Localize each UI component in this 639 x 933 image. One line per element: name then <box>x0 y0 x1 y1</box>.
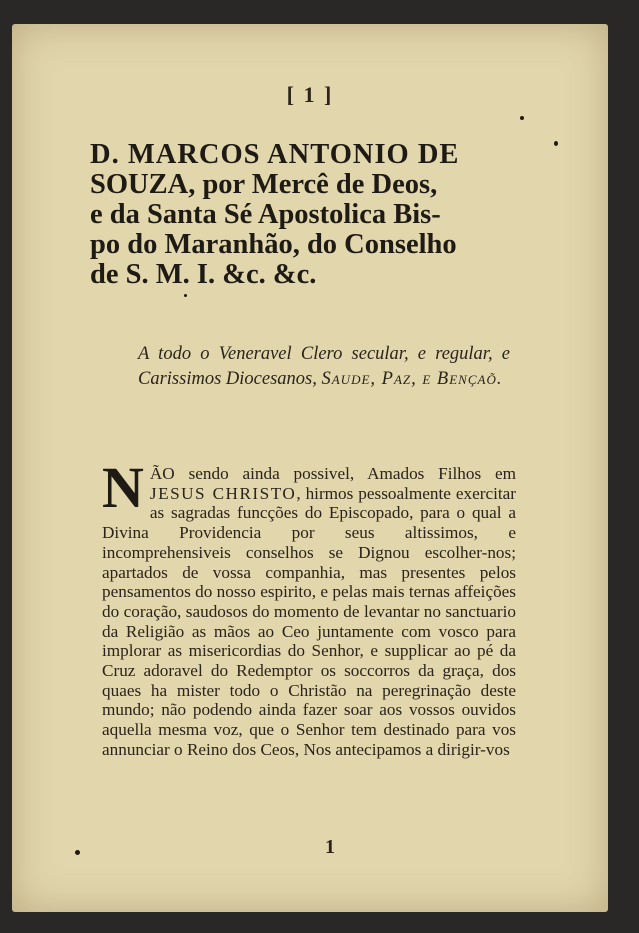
salutation-greeting: Saude, Paz, e Bençaõ. <box>321 369 503 389</box>
title-line: D. MARCOS ANTONIO DE <box>90 139 460 170</box>
ink-spot <box>75 850 80 855</box>
body-paragraph <box>102 455 517 760</box>
page-title <box>90 140 510 290</box>
salutation-text: A todo o Veneravel Clero secular, e regular, e Carissimos Diocesanos, <box>138 344 510 389</box>
ink-spot <box>184 294 187 297</box>
body-text-a: sendo ainda possivel, Amados Filhos em <box>188 464 517 483</box>
title-line: de S. M. I. &c. &c. <box>90 259 317 290</box>
ink-spot <box>520 116 524 120</box>
title-line: e da Santa Sé Apostolica Bis- <box>90 199 441 230</box>
page-number: [ 1 ] <box>286 82 334 107</box>
document-page <box>12 24 608 912</box>
body-text-b: , hirmos pessoalmente exercitar as sagradas funcções do Episcopado, para o qual a Divina Providencia por seus altissimos, e incomprehensiveis conselhos se Dignou escolher-nos; apartados de vossa companhia, mas presentes pelos pensamentos do nosso espirito, e pelas mais ternas affeições do coração, saudosos do momento de levantar no sanctuario da Religião as mãos ao Ceo juntamente com vosco para implorar as misericordias do Senhor, e supplicar ao pé da Cruz adoravel do Redemptor os soccorros da graça, dos quaes ha mister todo o Christão na peregrinação deste mundo; não podendo ainda fazer soar aos vossos ouvidos aquella mesma voz, que o Senhor tem destinado para vos annunciar o Reino dos Ceos, Nos antecipamos a dirigir-vos <box>102 483 516 759</box>
title-line: po do Maranhão, do Conselho <box>90 229 457 260</box>
title-line: SOUZA, por Mercê de Deos, <box>90 169 438 200</box>
lead-word: ÃO <box>149 464 175 483</box>
ink-spot <box>554 141 558 146</box>
jesus-christo: JESUS CHRISTO <box>149 483 297 503</box>
signature-mark: 1 <box>325 836 335 858</box>
salutation <box>138 342 510 392</box>
drop-cap: N <box>102 455 144 520</box>
